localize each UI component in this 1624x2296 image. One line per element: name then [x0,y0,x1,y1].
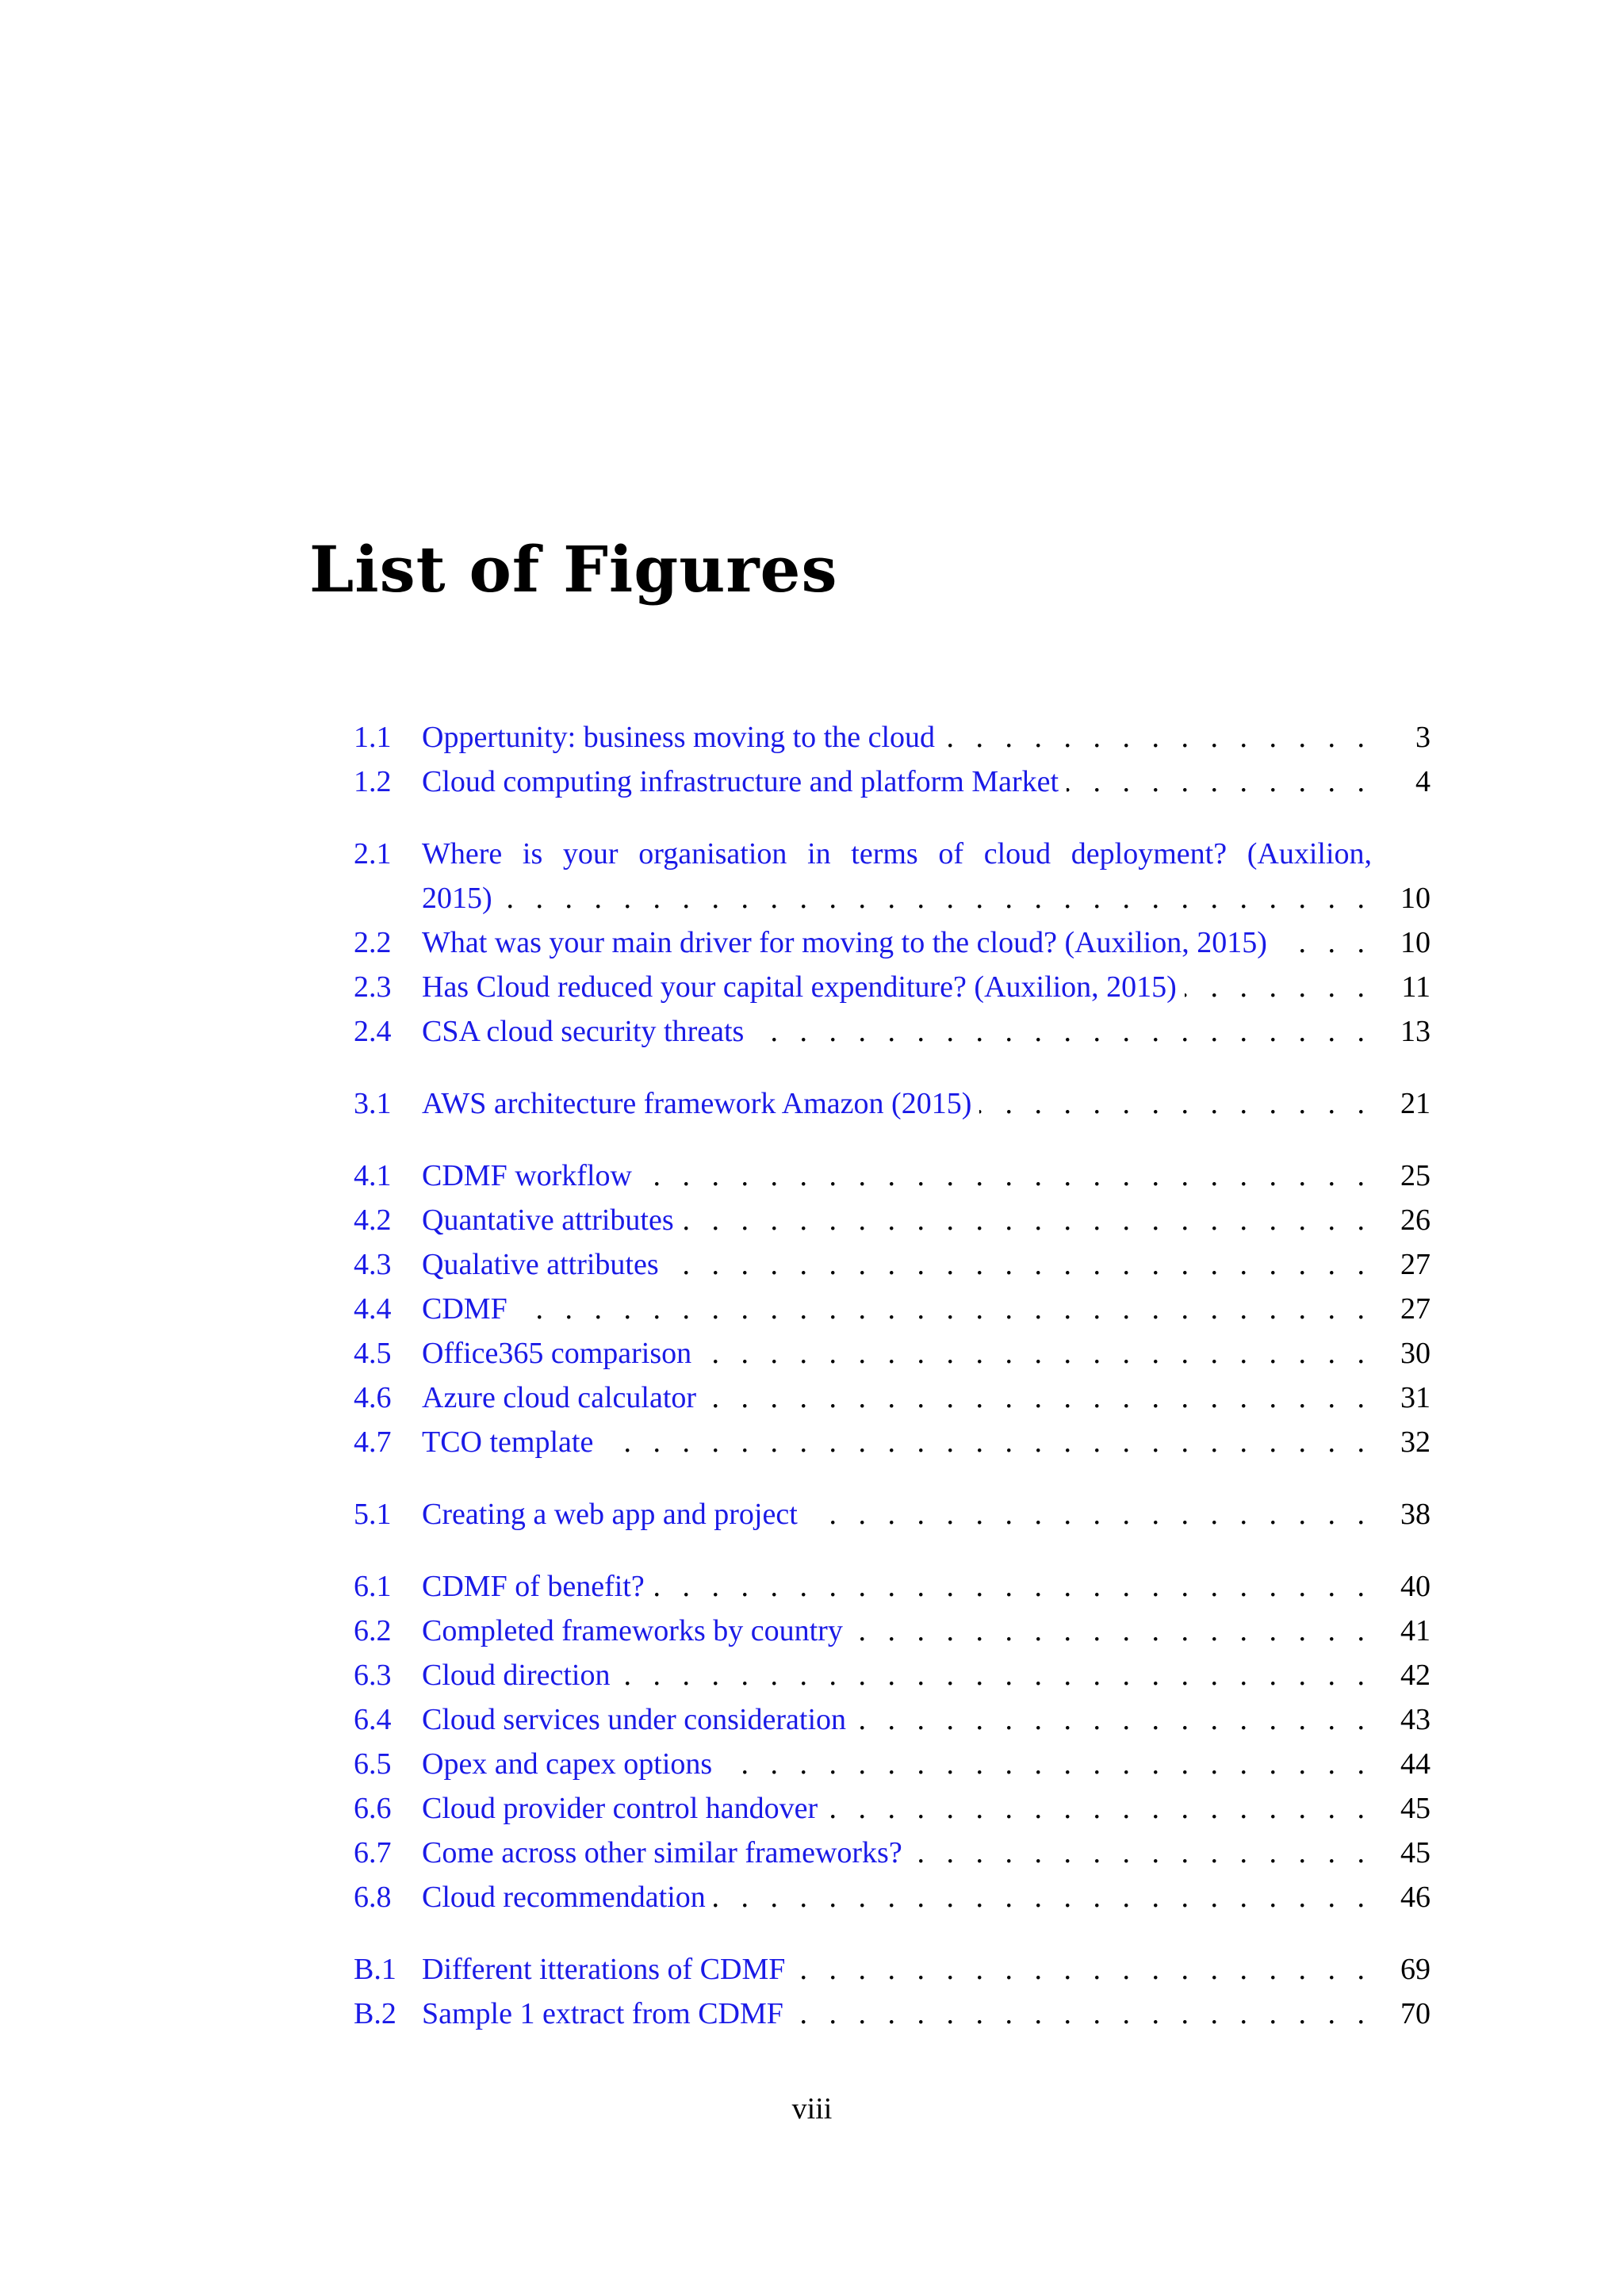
figure-number: B.2 [354,1997,396,2030]
figure-entry-6-8[interactable] [354,1875,1431,1919]
page-number: 10 [1400,882,1431,915]
dot-leader [854,1697,1372,1742]
figure-number: 6.2 [354,1614,392,1647]
figure-number: 6.3 [354,1659,392,1692]
figure-title-link[interactable]: AWS architecture framework Amazon (2015) [422,1087,972,1120]
figure-number: 6.6 [354,1792,392,1825]
figure-number: 1.2 [354,765,392,798]
dot-leader [791,1992,1372,2036]
figure-title-link[interactable]: Azure cloud calculator [422,1381,697,1414]
figure-title-link[interactable]: Oppertunity: business moving to the cloud [422,721,936,754]
page-number: 46 [1400,1881,1431,1914]
figure-number: 2.3 [354,970,392,1004]
dot-leader [515,1287,1372,1331]
figure-title-link[interactable]: CDMF [422,1292,508,1326]
page-number: 13 [1400,1015,1431,1048]
figure-entry-2-1-continued[interactable] [354,876,1431,920]
page-number: 3 [1415,721,1431,754]
page-number: 38 [1400,1498,1431,1531]
dot-leader [1067,760,1372,804]
figure-title-link[interactable]: Cloud direction [422,1659,611,1692]
dot-leader [714,1875,1372,1919]
figure-number: 1.1 [354,721,392,754]
figure-entry-2-3[interactable] [354,965,1431,1009]
page-number: 45 [1400,1792,1431,1825]
figure-entry-1-2[interactable] [354,760,1431,804]
figure-number: 6.1 [354,1570,392,1603]
page-number: 25 [1400,1159,1431,1192]
dot-leader [601,1420,1372,1464]
appendix-b-group [354,1947,1431,2036]
figure-number: 4.3 [354,1248,392,1281]
figure-number: 4.2 [354,1203,392,1237]
figure-title-link[interactable]: Come across other similar frameworks? [422,1836,902,1869]
figure-number: 4.5 [354,1337,392,1370]
page-number: 27 [1400,1248,1431,1281]
figure-title-link[interactable]: Completed frameworks by country [422,1614,843,1647]
figure-title-link[interactable]: Quantative attributes [422,1203,674,1237]
figure-title-link[interactable]: What was your main driver for moving to the cloud? (Auxilion, 2015) [422,926,1267,959]
figure-title-link[interactable]: Cloud computing infrastructure and platform Market [422,765,1059,798]
figure-entry-3-1[interactable] [354,1081,1431,1126]
figure-entry-b-2[interactable] [354,1992,1431,2036]
page-number: 70 [1400,1997,1431,2030]
figure-title-link[interactable]: CSA cloud security threats [422,1015,745,1048]
chapter-6-group [354,1564,1431,1919]
figure-entry-2-2[interactable] [354,920,1431,965]
dot-leader [699,1331,1372,1376]
chapter-5-group [354,1492,1431,1536]
chapter-1-group [354,715,1431,804]
page-number: 11 [1401,970,1431,1004]
dot-leader [618,1653,1372,1697]
dot-leader [500,876,1372,920]
figure-number: 2.1 [354,837,392,871]
dot-leader [682,1198,1372,1242]
figure-entry-6-5[interactable] [354,1742,1431,1786]
figure-number: 4.6 [354,1381,392,1414]
chapter-2-group [354,832,1431,1054]
figure-entry-2-4[interactable] [354,1009,1431,1054]
chapter-4-group [354,1154,1431,1464]
page-number: 69 [1400,1953,1431,1986]
dot-leader [640,1154,1372,1198]
figure-title-link[interactable]: CDMF of benefit? [422,1570,645,1603]
figure-entry-4-2[interactable] [354,1198,1431,1242]
page-title: List of Figures [309,532,838,607]
figure-title-link[interactable]: Creating a web app and project [422,1498,798,1531]
figure-number: 6.8 [354,1881,392,1914]
dot-leader [910,1831,1372,1875]
figure-title-link[interactable]: Cloud recommendation [422,1881,706,1914]
figure-number: 4.7 [354,1425,392,1459]
dot-leader [793,1947,1372,1992]
page-number: 43 [1400,1703,1431,1736]
dot-leader [752,1009,1372,1054]
figure-number: 2.2 [354,926,392,959]
page-number: 41 [1400,1614,1431,1647]
figure-entry-4-5[interactable] [354,1331,1431,1376]
figure-entry-6-7[interactable] [354,1831,1431,1875]
page-number: 26 [1400,1203,1431,1237]
figure-entry-6-3[interactable] [354,1653,1431,1697]
figure-entry-4-7[interactable] [354,1420,1431,1464]
dot-leader [806,1492,1372,1536]
page-number: 40 [1400,1570,1431,1603]
page-number: 30 [1400,1337,1431,1370]
figure-entry-4-1[interactable] [354,1154,1431,1198]
figure-number: 3.1 [354,1087,392,1120]
dot-leader [720,1742,1372,1786]
figure-entry-b-1[interactable] [354,1947,1431,1992]
figure-number: 5.1 [354,1498,392,1531]
page-number: 10 [1400,926,1431,959]
figure-title-link[interactable]: Where is your organisation in terms of cloud deployment? (Auxilion, [422,837,1372,871]
page-number: 42 [1400,1659,1431,1692]
figure-title-link[interactable]: Opex and capex options [422,1747,713,1781]
dot-leader [979,1081,1372,1126]
figure-number: 2.4 [354,1015,392,1048]
figure-title-link[interactable]: Different itterations of CDMF [422,1953,786,1986]
list-of-figures [354,715,1431,2064]
page-number: 32 [1400,1425,1431,1459]
chapter-3-group [354,1081,1431,1126]
dot-leader [653,1564,1372,1609]
page-number: 31 [1400,1381,1431,1414]
figure-title-link[interactable]: Qualative attributes [422,1248,659,1281]
figure-number: B.1 [354,1953,396,1986]
figure-number: 6.5 [354,1747,392,1781]
figure-number: 6.4 [354,1703,392,1736]
dot-leader [704,1376,1372,1420]
figure-entry-4-3[interactable] [354,1242,1431,1287]
figure-title-link[interactable]: CDMF workflow [422,1159,632,1192]
figure-title-link[interactable]: Has Cloud reduced your capital expenditure? (Auxilion, 2015) [422,970,1177,1004]
figure-entry-6-4[interactable] [354,1697,1431,1742]
figure-title-link[interactable]: Cloud provider control handover [422,1792,818,1825]
figure-number: 4.4 [354,1292,392,1326]
dot-leader [943,715,1372,760]
figure-title-link-continued[interactable]: 2015) [422,882,492,915]
dot-leader [851,1609,1372,1653]
page-number: 4 [1415,765,1431,798]
figure-entry-1-1[interactable] [354,715,1431,760]
dot-leader [1185,965,1372,1009]
page-number: 45 [1400,1836,1431,1869]
figure-number: 6.7 [354,1836,392,1869]
dot-leader [667,1242,1372,1287]
dot-leader [1275,920,1372,965]
figure-entry-4-6[interactable] [354,1376,1431,1420]
figure-entry-4-4[interactable] [354,1287,1431,1331]
figure-title-link[interactable]: Cloud services under consideration [422,1703,847,1736]
page-number: 44 [1400,1747,1431,1781]
figure-entry-5-1[interactable] [354,1492,1431,1536]
page-footer-number: viii [791,2092,833,2126]
figure-entry-2-1[interactable] [354,832,1431,876]
figure-entry-6-1[interactable] [354,1564,1431,1609]
figure-title-link[interactable]: TCO template [422,1425,594,1459]
figure-entry-6-2[interactable] [354,1609,1431,1653]
figure-title-link[interactable]: Sample 1 extract from CDMF [422,1997,783,2030]
figure-title-link[interactable]: Office365 comparison [422,1337,692,1370]
figure-number: 4.1 [354,1159,392,1192]
page-number: 27 [1400,1292,1431,1326]
dot-leader [825,1786,1372,1831]
page-number: 21 [1400,1087,1431,1120]
figure-entry-6-6[interactable] [354,1786,1431,1831]
